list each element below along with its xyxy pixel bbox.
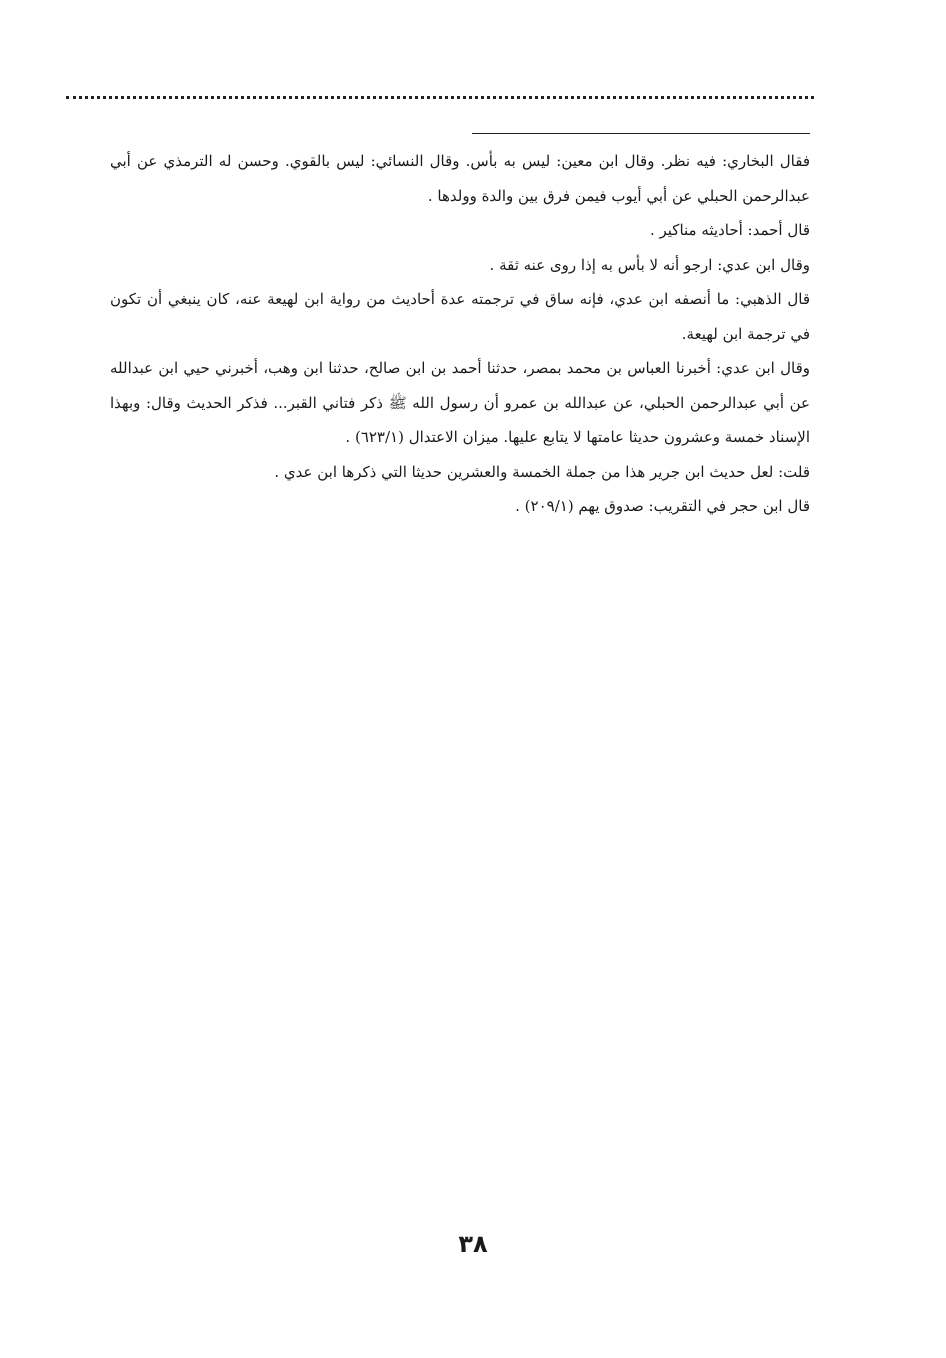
dotted-separator bbox=[66, 96, 814, 99]
footnote-paragraph: قال ابن حجر في التقريب: صدوق يهم (٢٠٩/١) . bbox=[515, 497, 810, 515]
footnote-text bbox=[110, 144, 810, 524]
footnote-paragraph: وقال ابن عدي: ارجو أنه لا بأس به إذا روى عنه ثقة . bbox=[489, 255, 810, 274]
page-number: ٣٨ bbox=[458, 1230, 488, 1258]
footnote-separator bbox=[472, 133, 810, 134]
footnote-paragraph: قال الذهبي: ما أنصفه ابن عدي، فإنه ساق في ترجمته عدة أحاديث من رواية ابن لهيعة عنه، كان ينبغي أن تكون في ترجمة ابن لهيعة. bbox=[110, 290, 810, 343]
footnote-paragraph: قلت: لعل حديث ابن جرير هذا من جملة الخمسة والعشرين حديثا التي ذكرها ابن عدي . bbox=[274, 462, 810, 481]
footnote-paragraph: وقال ابن عدي: أخبرنا العباس بن محمد بمصر، حدثنا أحمد بن ابن صالح، حدثنا ابن وهب، أخبرني حيي ابن عبدالله عن أبي عبدالرحمن الحبلي، عن عبدالله بن عمرو أن رسول الله ﷺ ذكر فتاني القبر... فذكر الحديث وقال: وبهذا الإسناد خمسة وعشرون حديثا عامتها لا يتابع عليها. ميزان الاعتدال (٦٢٣/١) . bbox=[110, 359, 810, 446]
footnote-paragraph: قال أحمد: أحاديثه مناكير . bbox=[649, 221, 810, 239]
footnote-paragraph: فقال البخاري: فيه نظر. وقال ابن معين: ليس به بأس. وقال النسائي: ليس بالقوي. وحسن له الترمذي عن أبي عبدالرحمن الحبلي عن أبي أيوب فيمن فرق بين والدة وولدها . bbox=[110, 152, 810, 205]
